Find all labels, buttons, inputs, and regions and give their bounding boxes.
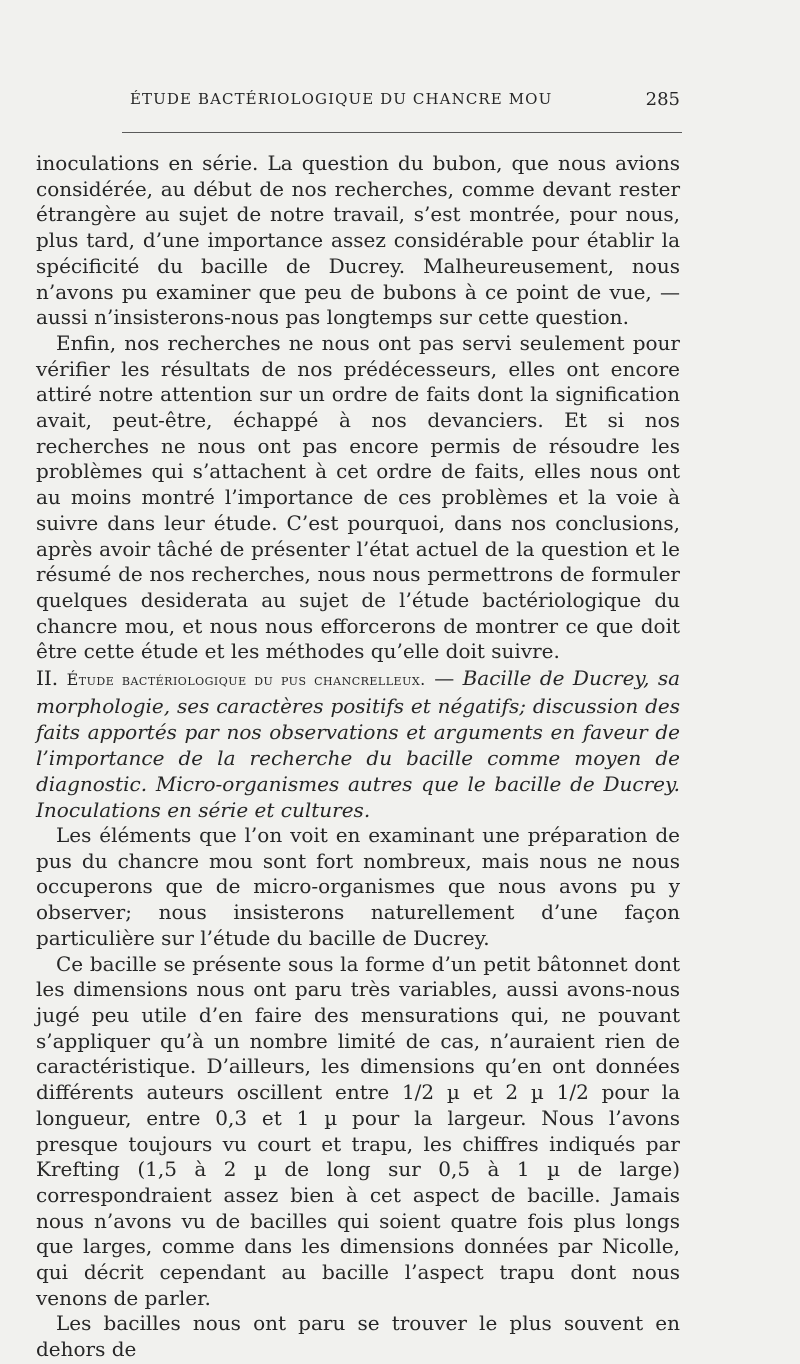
section-title: Étude bactériologique du pus chancrelleux.	[66, 670, 426, 690]
paragraph-bacille: Ce bacille se présente sous la forme d’un petit bâtonnet dont les dimensions nous ont paru très variables, aussi avons-nous jugé peu utile d’en faire des mensurations qui, ne pouvant s’appliquer qu’à un nombre limité de cas, n’auraient rien de caractéristique. D’ailleurs, les dimensions qu’en ont données différents auteurs oscillent entre 1/2 µ et 2 µ 1/2 pour la longueur, entre 0,3 et 1 µ pour la largeur. Nous l’avons presque toujours vu court et trapu, les chiffres indiqués par Krefting (1,5 à 2 µ de long sur 0,5 à 1 µ de large) correspondraient assez bien à cet aspect de bacille. Jamais nous n’avons vu de bacilles qui soient quatre fois plus longs que larges, comme dans les dimensions données par Nicolle, qui décrit cependant au bacille l’aspect trapu dont nous venons de parler.	[36, 951, 680, 1310]
paragraph-final: Les bacilles nous ont paru se trouver le plus souvent en dehors de	[36, 1311, 680, 1362]
section-heading	[36, 665, 680, 823]
paragraph-enfin: Enfin, nos recherches ne nous ont pas servi seulement pour vérifier les résultats de nos prédécesseurs, elles ont encore attiré notre attention sur un ordre de faits dont la signification avait, peut-être, échappé à nos devanciers. Et si nos recherches ne nous ont pas encore permis de résoudre les problèmes qui s’attachent à cet ordre de faits, elles nous ont au moins montré l’importance de ces problèmes et la voie à suivre dans leur étude. C’est pourquoi, dans nos conclusions, après avoir tâché de présenter l’état actuel de la question et le résumé de nos recherches, nous nous permettrons de formuler quelques desiderata au sujet de l’étude bactériologique du chancre mou, et nous nous efforcerons de montrer ce que doit être cette étude et les méthodes qu’elle doit suivre.	[36, 330, 680, 664]
continued-paragraph: inoculations en série. La question du bubon, que nous avions considérée, au début de nos recherches, comme devant rester étrangère au sujet de notre travail, s’est montrée, pour nous, plus tard, d’une importance assez considérable pour établir la spécificité du bacille de Ducrey. Malheureusement, nous n’avons pu examiner que peu de bubons à ce point de vue, — aussi n’insisterons-nous pas longtemps sur cette question.	[36, 151, 680, 330]
page-number: 285	[645, 89, 680, 110]
section-description: Bacille de Ducrey, sa morphologie, ses caractères positifs et négatifs; discussion des faits apportés par nos observations et arguments en faveur de l’importance de la recherche du bacille comme moyen de diagnostic. Micro-organismes autres que le bacille de Ducrey. Inoculations en série et cultures.	[36, 666, 681, 823]
paragraph-elements: Les éléments que l’on voit en examinant une préparation de pus du chancre mou sont fort nombreux, mais nous ne nous occuperons que de micro-organismes que nous avons pu y observer; nous insisterons naturellement d’une façon particulière sur l’étude du bacille de Ducrey.	[36, 823, 680, 950]
section-dash: —	[434, 666, 455, 691]
section-number: II.	[36, 666, 59, 691]
main-text	[36, 151, 680, 1363]
header-rule	[122, 132, 682, 133]
running-head: ÉTUDE BACTÉRIOLOGIQUE DU CHANCRE MOU	[130, 90, 553, 108]
